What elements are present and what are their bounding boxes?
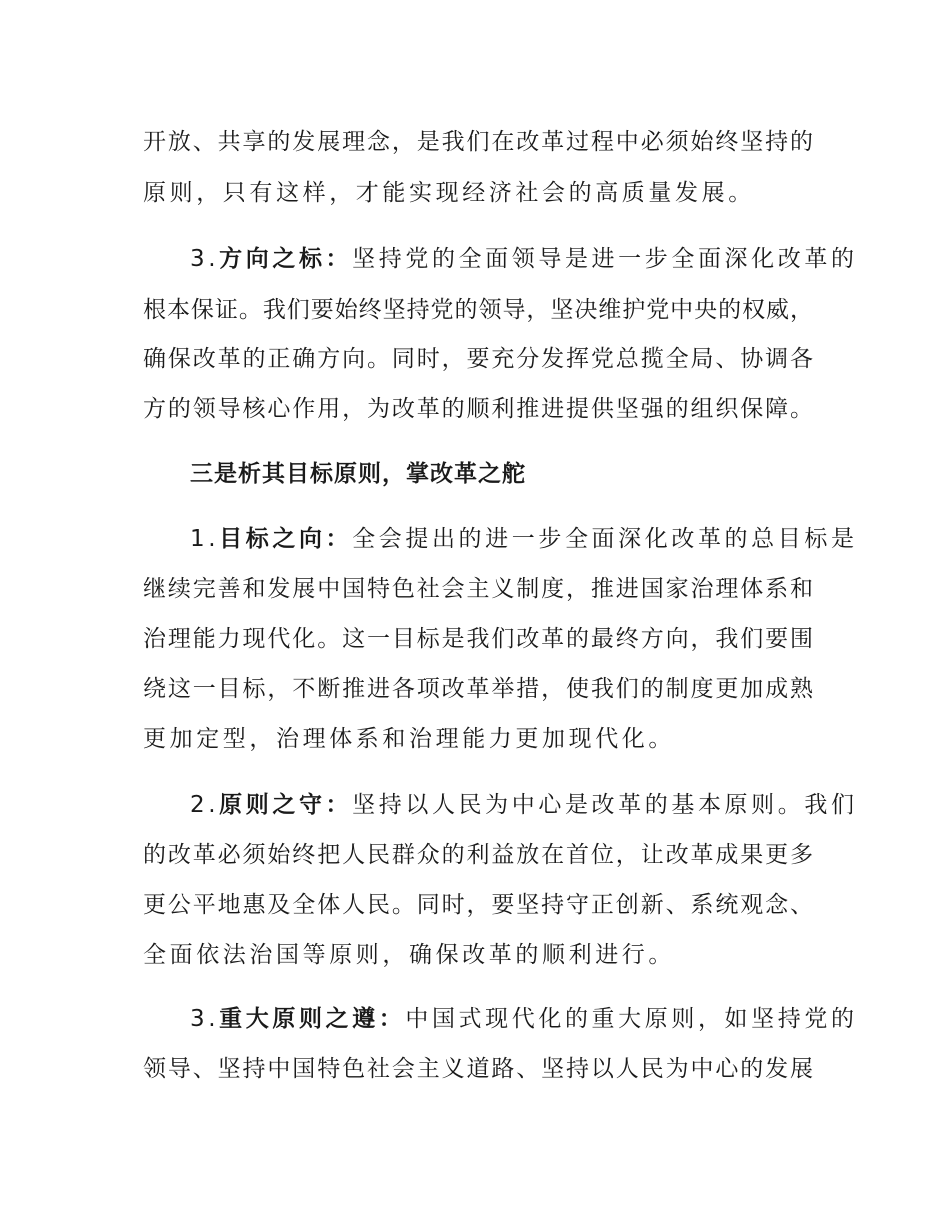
section-heading: 三是析其目标原则，掌改革之舵	[190, 461, 526, 487]
paragraph-first-line	[190, 790, 860, 820]
item-title: 原则之守：	[219, 792, 353, 818]
paragraph-line: 绕这一目标，不断推进各项改革举措，使我们的制度更加成熟	[143, 676, 813, 702]
paragraph-line: 确保改革的正确方向。同时，要充分发挥党总揽全局、协调各	[143, 346, 813, 372]
paragraph-line: 开放、共享的发展理念，是我们在改革过程中必须始终坚持的	[143, 129, 813, 155]
paragraph-line: 更公平地惠及全体人民。同时，要坚持守正创新、系统观念、	[143, 892, 813, 918]
item-title: 目标之向：	[219, 526, 353, 552]
paragraph-first-line	[190, 524, 860, 554]
paragraph-line: 继续完善和发展中国特色社会主义制度，推进国家治理体系和	[143, 576, 813, 602]
item-text: 中国式现代化的重大原则，如坚持党的	[405, 1006, 858, 1032]
paragraph-line: 更加定型，治理体系和治理能力更加现代化。	[143, 726, 675, 752]
paragraph-line: 全面依法治国等原则，确保改革的顺利进行。	[143, 942, 675, 968]
paragraph-line: 领导、坚持中国特色社会主义道路、坚持以人民为中心的发展	[143, 1056, 813, 1082]
item-title: 重大原则之遵：	[219, 1006, 406, 1032]
paragraph-line: 方的领导核心作用，为改革的顺利推进提供坚强的组织保障。	[143, 396, 813, 422]
item-number: 3.	[190, 246, 220, 272]
paragraph-first-line	[190, 244, 860, 274]
item-number: 1.	[190, 526, 220, 552]
paragraph-line: 原则，只有这样，才能实现经济社会的高质量发展。	[143, 180, 755, 206]
item-text: 坚持以人民为中心是改革的基本原则。我们	[352, 792, 858, 818]
paragraph-line: 根本保证。我们要始终坚持党的领导，坚决维护党中央的权威，	[143, 297, 813, 323]
paragraph-first-line	[190, 1004, 860, 1034]
item-text: 全会提出的进一步全面深化改革的总目标是	[352, 526, 858, 552]
paragraph-line: 的改革必须始终把人民群众的利益放在首位，让改革成果更多	[143, 842, 813, 868]
paragraph-line: 治理能力现代化。这一目标是我们改革的最终方向，我们要围	[143, 626, 813, 652]
item-text: 坚持党的全面领导是进一步全面深化改革的	[352, 246, 858, 272]
item-number: 3.	[190, 1006, 220, 1032]
item-title: 方向之标：	[219, 246, 353, 272]
item-number: 2.	[190, 792, 220, 818]
